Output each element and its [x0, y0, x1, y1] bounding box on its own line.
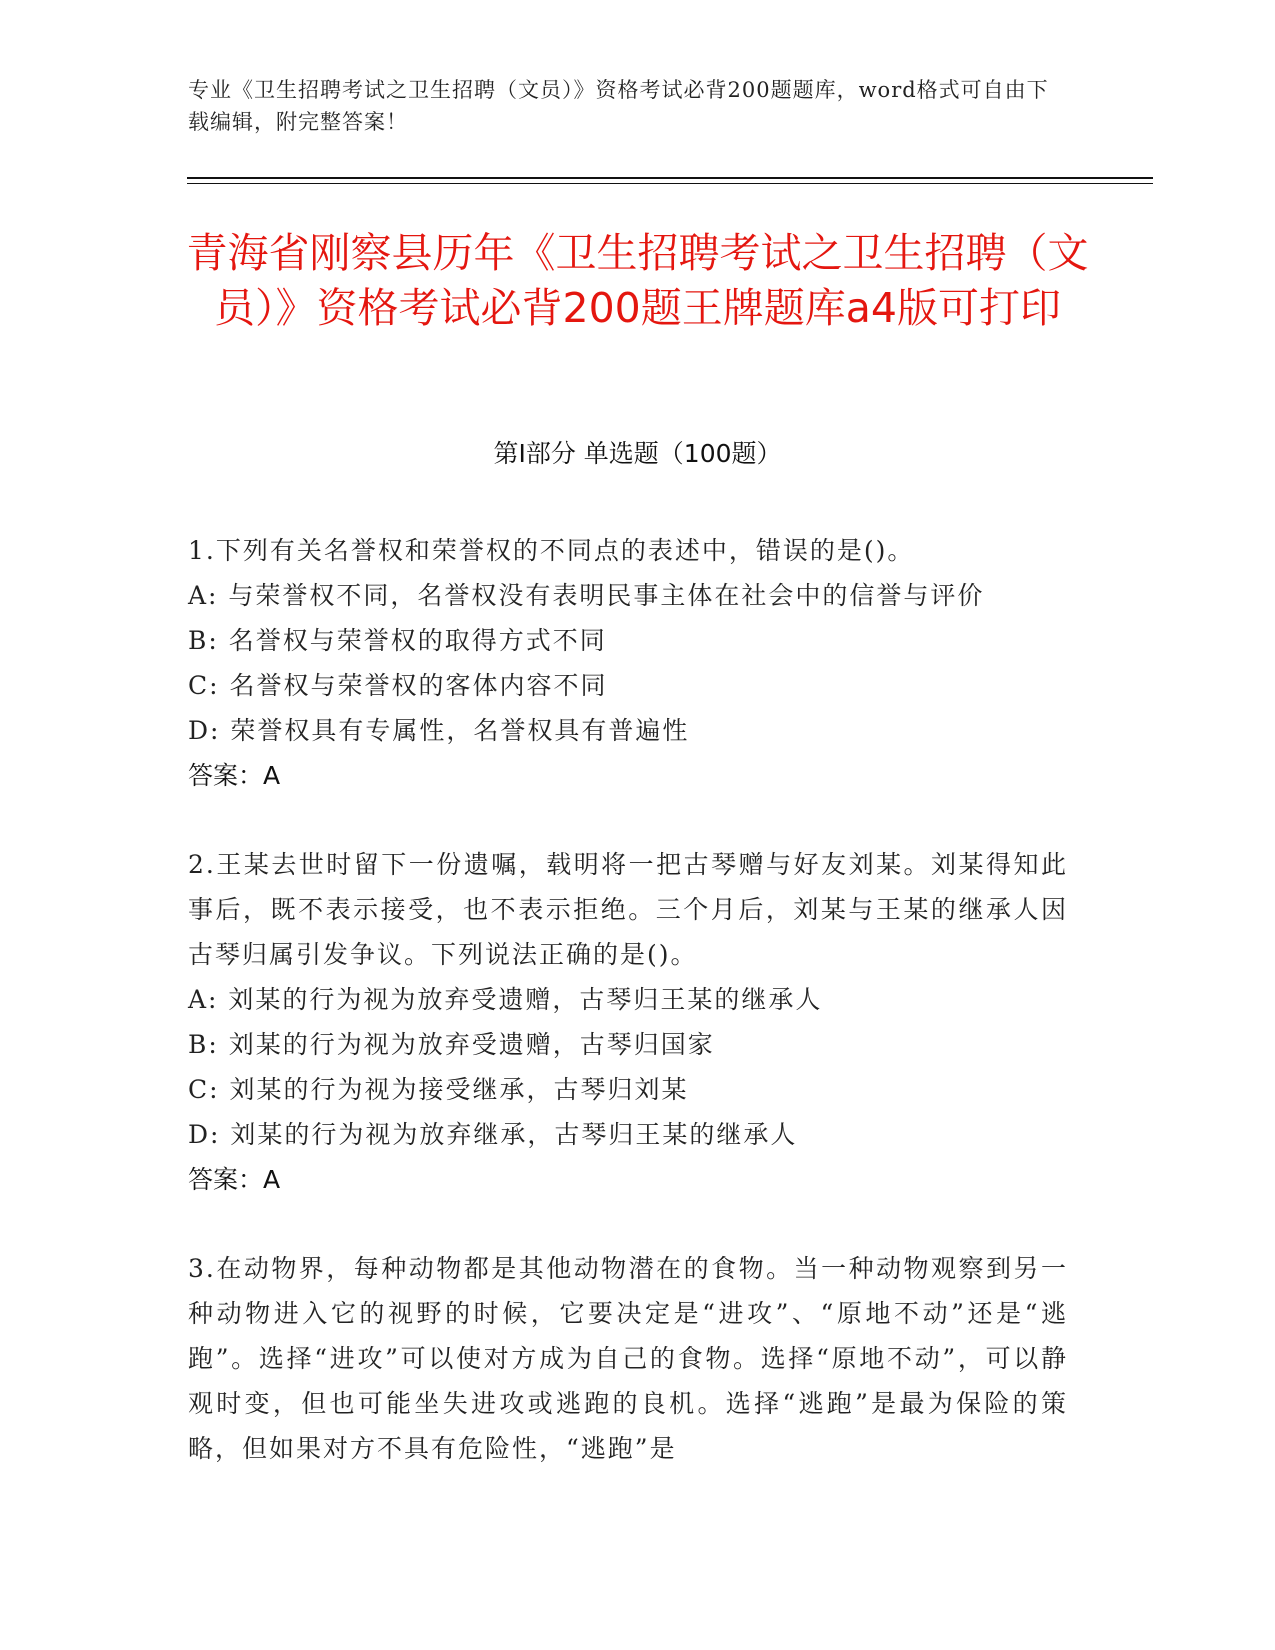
question-2: [188, 842, 1068, 1202]
answer: 答案：A: [188, 761, 281, 790]
header-rule-thin: [187, 183, 1153, 184]
option-a: A: 刘某的行为视为放弃受遗赠，古琴归王某的继承人: [188, 985, 823, 1014]
question-stem: 1.下列有关名誉权和荣誉权的不同点的表述中，错误的是()。: [188, 536, 915, 565]
option-a: A: 与荣誉权不同，名誉权没有表明民事主体在社会中的信誉与评价: [188, 581, 985, 610]
option-b: B: 名誉权与荣誉权的取得方式不同: [188, 626, 607, 655]
option-d: D: 荣誉权具有专属性，名誉权具有普遍性: [188, 716, 690, 745]
answer: 答案：A: [188, 1165, 281, 1194]
question-1: [188, 528, 1068, 798]
header-rule-thick: [187, 177, 1153, 179]
option-c: C: 名誉权与荣誉权的客体内容不同: [188, 671, 608, 700]
header-note: 专业《卫生招聘考试之卫生招聘（文员）》资格考试必背200题题库，word格式可自由下载编辑，附完整答案！: [188, 78, 1049, 134]
option-b: B: 刘某的行为视为放弃受遗赠，古琴归国家: [188, 1030, 715, 1059]
option-c: C: 刘某的行为视为接受继承，古琴归刘某: [188, 1075, 689, 1104]
option-d: D: 刘某的行为视为放弃继承，古琴归王某的继承人: [188, 1120, 798, 1149]
question-stem: 2.王某去世时留下一份遗嘱，载明将一把古琴赠与好友刘某。刘某得知此事后，既不表示接受，也不表示拒绝。三个月后，刘某与王某的继承人因古琴归属引发争议。下列说法正确的是()。: [188, 850, 1068, 969]
question-list: [188, 528, 1068, 1515]
question-3: [188, 1246, 1068, 1471]
document-title: 青海省刚察县历年《卫生招聘考试之卫生招聘（文员）》资格考试必背200题王牌题库a4版可打印: [186, 229, 1089, 332]
section-title: 第Ⅰ部分 单选题（100题）: [493, 439, 782, 468]
question-stem: 3.在动物界，每种动物都是其他动物潜在的食物。当一种动物观察到另一种动物进入它的视野的时候，它要决定是“进攻”、“原地不动”还是“逃跑”。选择“进攻”可以使对方成为自己的食物。选择“原地不动”，可以静观时变，但也可能坐失进攻或逃跑的良机。选择“逃跑”是最为保险的策略，但如果对方不具有危险性，“逃跑”是: [188, 1254, 1068, 1463]
